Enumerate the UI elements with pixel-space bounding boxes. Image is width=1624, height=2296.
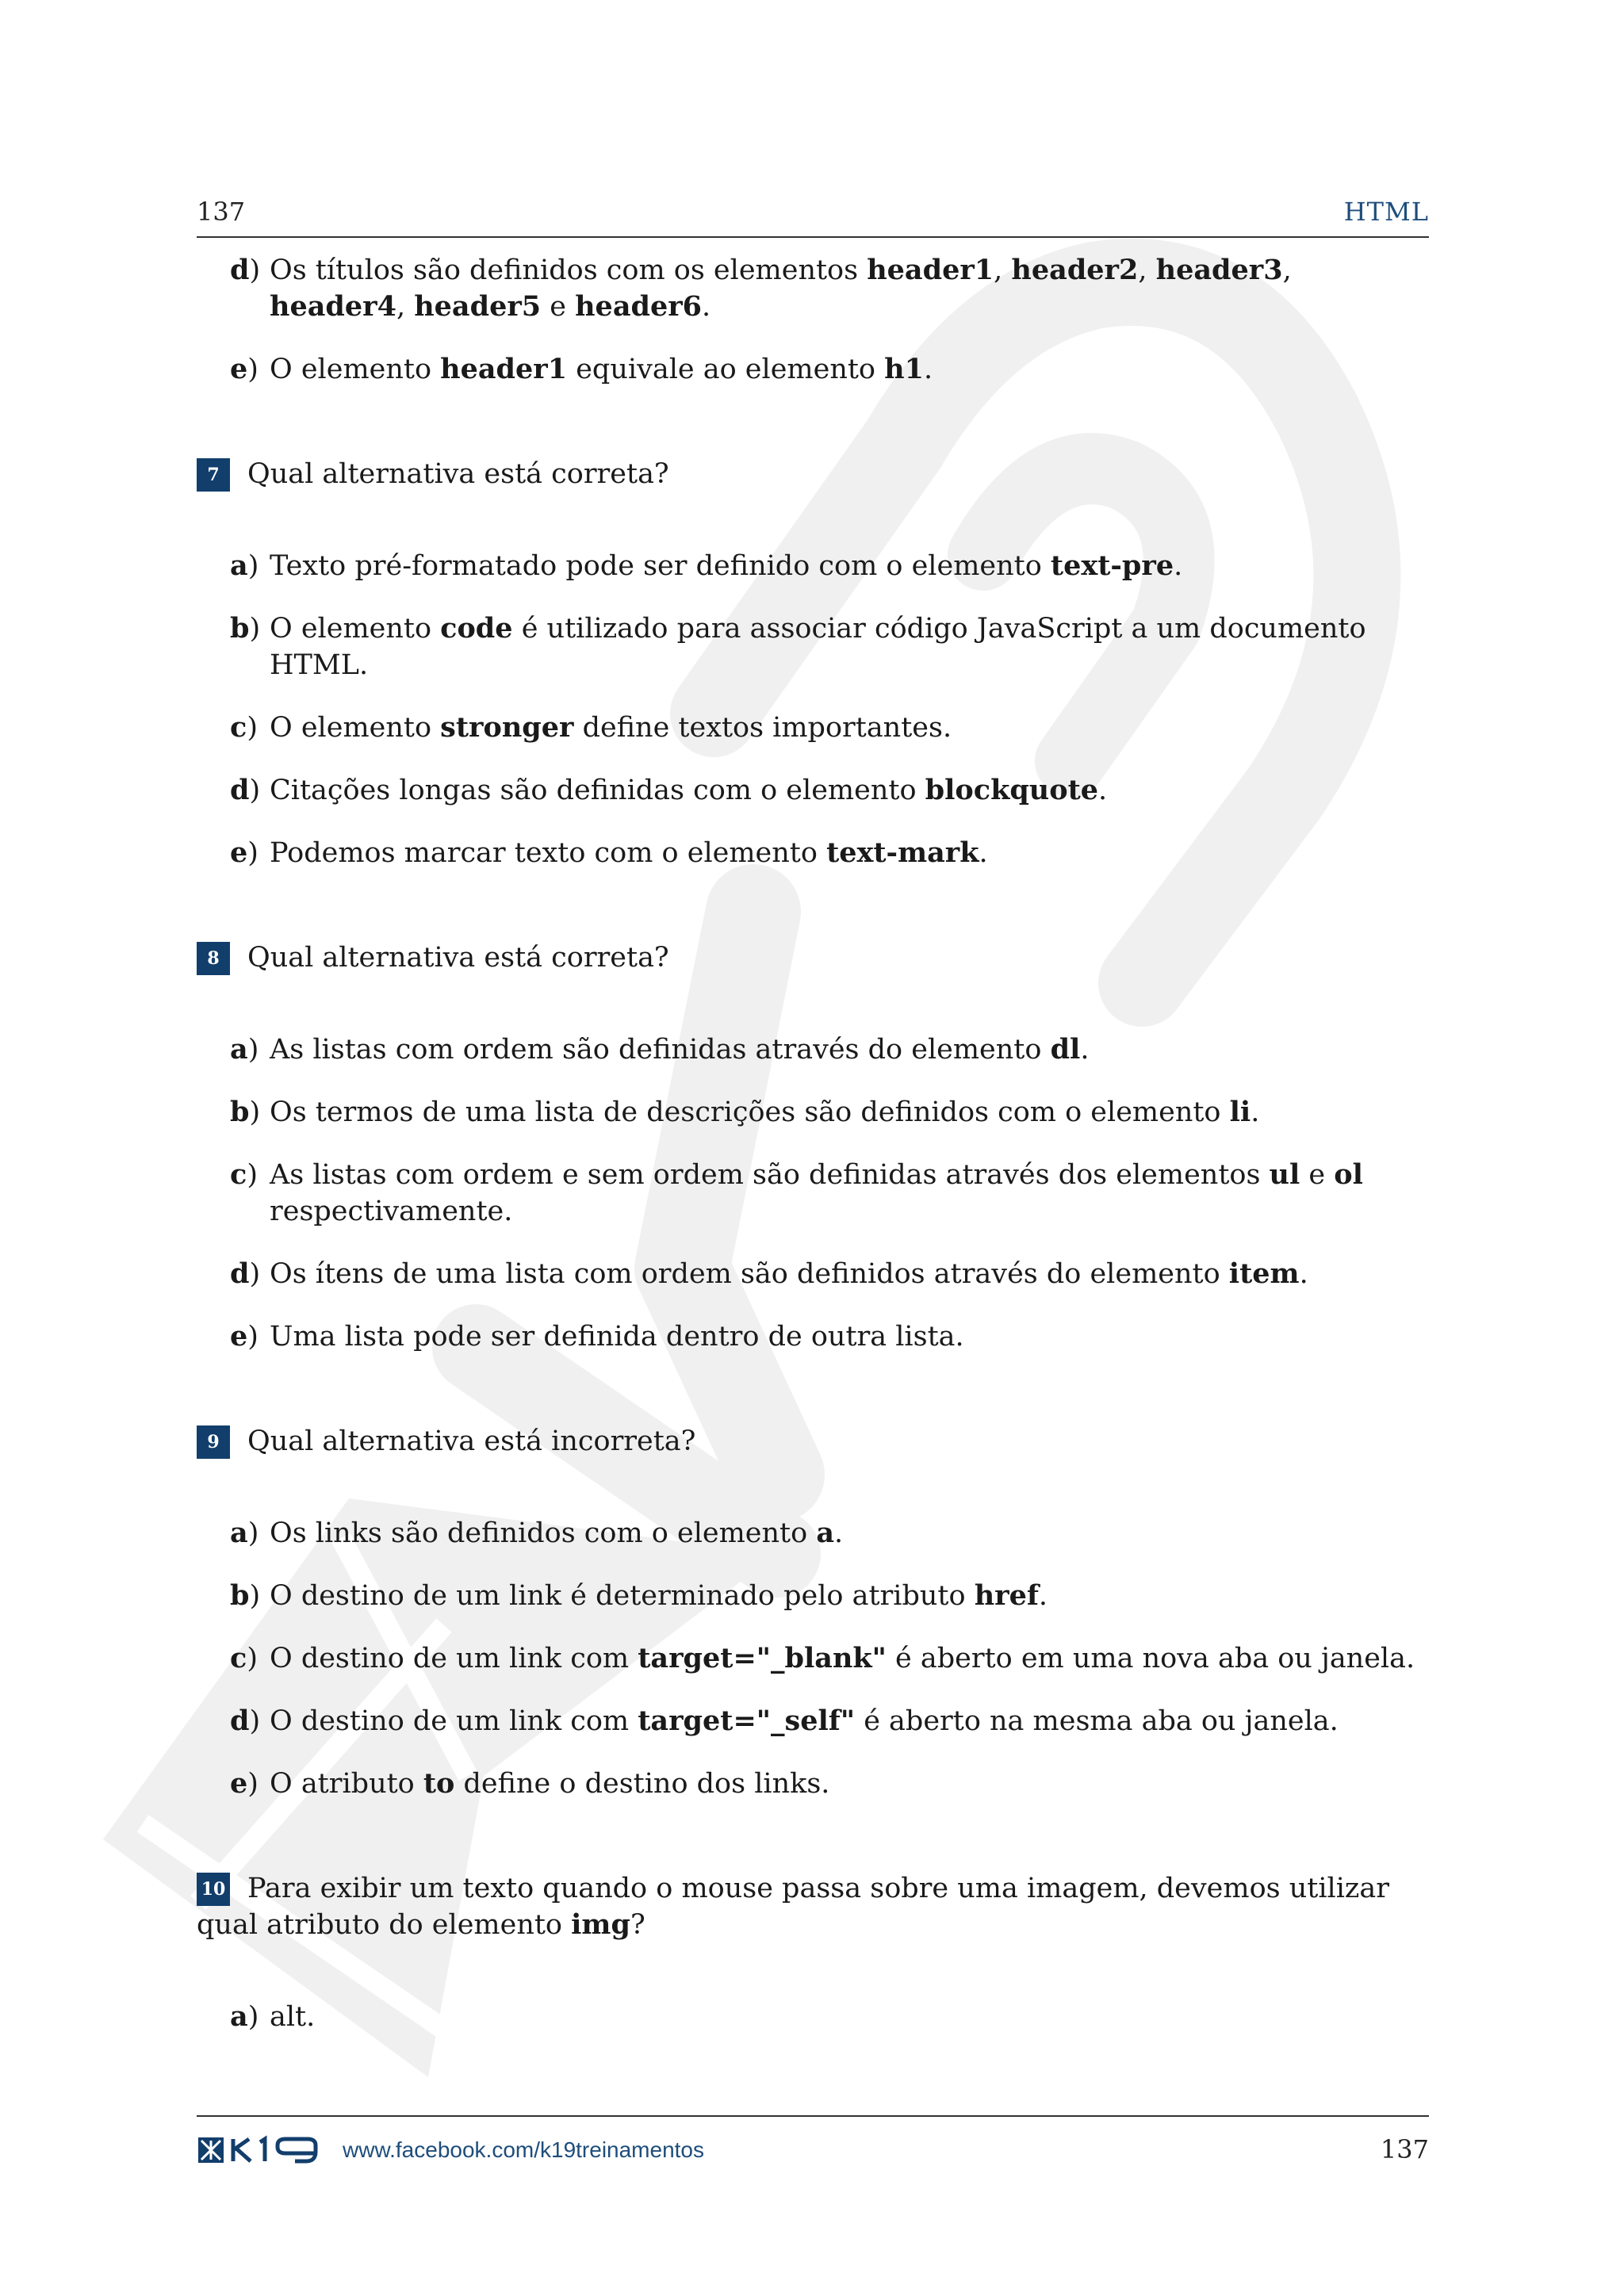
alternative-paren: ) xyxy=(247,550,259,582)
text-run: Texto pré-formatado pode ser definido com o elemento xyxy=(270,550,1051,582)
question-10 xyxy=(197,1870,1429,1943)
text-run: . xyxy=(979,837,988,869)
alternative-letter: e xyxy=(230,836,248,869)
text-run: , xyxy=(1282,254,1292,286)
alternative-letter: a xyxy=(230,549,248,582)
alternative-e xyxy=(230,835,1429,871)
alternative-letter: e xyxy=(230,1320,248,1353)
alternative-paren: ) xyxy=(249,254,261,286)
text-run: Qual alternativa está incorreta? xyxy=(247,1425,696,1457)
alternative-text xyxy=(270,1999,1429,2035)
page xyxy=(197,0,1429,2296)
bold-term: text-mark xyxy=(826,836,979,869)
alternative-a xyxy=(230,1999,1429,2035)
text-run: As listas com ordem e sem ordem são definidas através dos elementos xyxy=(270,1159,1270,1191)
text-run: . xyxy=(1174,550,1183,582)
text-run: . xyxy=(923,354,933,385)
alternative-text xyxy=(270,772,1429,809)
text-run: . xyxy=(1098,775,1108,806)
alternative-paren: ) xyxy=(247,837,259,869)
alternative-letter: d xyxy=(230,774,250,806)
text-run: define textos importantes. xyxy=(573,712,952,744)
alternative-paren: ) xyxy=(249,1258,261,1290)
alternative-a xyxy=(230,1031,1429,1068)
bold-term: header4 xyxy=(270,290,396,323)
text-run: O elemento xyxy=(270,354,441,385)
text-run: Podemos marcar texto com o elemento xyxy=(270,837,827,869)
alternative-text xyxy=(270,252,1429,325)
alternative-label xyxy=(230,1999,270,2035)
text-run: ? xyxy=(630,1909,645,1941)
alternative-letter: a xyxy=(230,1517,248,1549)
bold-term: code xyxy=(440,612,513,645)
bold-term: a xyxy=(816,1517,834,1549)
text-run: respectivamente. xyxy=(270,1196,513,1227)
text-run: Qual alternativa está correta? xyxy=(247,942,669,974)
bold-term: target="_blank" xyxy=(638,1642,887,1674)
bold-term: text-pre xyxy=(1050,549,1174,582)
text-run: . xyxy=(1038,1580,1048,1612)
question-text xyxy=(247,458,669,490)
alternative-d xyxy=(230,252,1429,325)
alternative-letter: c xyxy=(230,711,247,744)
bold-term: blockquote xyxy=(925,774,1099,806)
alternative-label xyxy=(230,1094,270,1131)
question-text xyxy=(247,1425,695,1457)
alternative-e xyxy=(230,1766,1429,1802)
text-run: Os termos de uma lista de descrições são definidos com o elemento xyxy=(270,1096,1230,1128)
alternative-c xyxy=(230,1640,1429,1677)
footer-page-number: 137 xyxy=(1380,2134,1429,2164)
alternative-b xyxy=(230,610,1429,683)
text-run: Qual alternativa está correta? xyxy=(247,458,669,490)
running-header xyxy=(197,197,1429,238)
text-run: alt. xyxy=(270,2001,316,2033)
alternative-d xyxy=(230,1256,1429,1292)
alternative-label xyxy=(230,252,270,325)
bold-term: dl xyxy=(1050,1033,1081,1066)
text-run: é utilizado para associar código JavaScript a um documento HTML. xyxy=(270,613,1366,681)
k19-logo-icon xyxy=(197,2134,324,2166)
alternative-label xyxy=(230,772,270,809)
alternative-text xyxy=(270,1256,1429,1292)
header-chapter-title: HTML xyxy=(1343,197,1429,227)
alternative-text xyxy=(270,1515,1429,1552)
header-page-number: 137 xyxy=(197,197,246,227)
alternative-text xyxy=(270,1766,1429,1802)
alternative-label xyxy=(230,1256,270,1292)
alternative-text xyxy=(270,1094,1429,1131)
alternative-letter: a xyxy=(230,1033,248,1066)
text-run: . xyxy=(1299,1258,1308,1290)
bold-term: target="_self" xyxy=(638,1705,856,1737)
alternative-paren: ) xyxy=(247,1321,259,1353)
alternative-paren: ) xyxy=(249,1705,261,1737)
bold-term: stronger xyxy=(440,711,574,744)
alternative-label xyxy=(230,1515,270,1552)
text-run: . xyxy=(834,1517,844,1549)
alternative-letter: b xyxy=(230,1579,250,1612)
alternative-label xyxy=(230,1640,270,1677)
text-run: . xyxy=(1080,1034,1090,1066)
text-run: O elemento xyxy=(270,712,441,744)
alternative-paren: ) xyxy=(249,775,261,806)
alternative-a xyxy=(230,548,1429,584)
alternative-letter: d xyxy=(230,1705,250,1737)
alternative-c xyxy=(230,1157,1429,1230)
alternative-label xyxy=(230,1318,270,1355)
alternative-text xyxy=(270,1640,1429,1677)
alternative-label xyxy=(230,1766,270,1802)
alternative-text xyxy=(270,548,1429,584)
text-run: Citações longas são definidas com o elemento xyxy=(270,775,925,806)
exercise-content xyxy=(197,252,1429,2061)
question-text xyxy=(247,942,669,974)
alternative-letter: b xyxy=(230,612,250,645)
alternative-d xyxy=(230,772,1429,809)
alternative-label xyxy=(230,835,270,871)
alternative-c xyxy=(230,710,1429,746)
alternative-label xyxy=(230,710,270,746)
alternative-letter: e xyxy=(230,1767,248,1800)
bold-term: header1 xyxy=(867,254,994,286)
text-run: Os links são definidos com o elemento xyxy=(270,1517,817,1549)
text-run: . xyxy=(1251,1096,1260,1128)
alternative-label xyxy=(230,548,270,584)
alternative-paren: ) xyxy=(247,712,258,744)
alternative-text xyxy=(270,1031,1429,1068)
alternative-b xyxy=(230,1094,1429,1131)
text-run: O destino de um link com xyxy=(270,1705,638,1737)
alternative-letter: e xyxy=(230,353,248,385)
bold-term: header5 xyxy=(414,290,542,323)
alternative-text xyxy=(270,1157,1429,1230)
alternative-letter: d xyxy=(230,1257,250,1290)
page-footer xyxy=(197,2115,1429,2172)
alternative-letter: b xyxy=(230,1096,250,1128)
text-run: . xyxy=(702,291,711,323)
alternative-label xyxy=(230,1578,270,1614)
alternative-text xyxy=(270,710,1429,746)
text-run: As listas com ordem são definidas através do elemento xyxy=(270,1034,1051,1066)
text-run: Uma lista pode ser definida dentro de outra lista. xyxy=(270,1321,964,1353)
bold-term: header3 xyxy=(1155,254,1283,286)
question-number-badge: 8 xyxy=(197,942,230,975)
alternative-paren: ) xyxy=(247,1643,258,1674)
alternative-paren: ) xyxy=(247,1159,258,1191)
alternative-e xyxy=(230,351,1429,388)
alternative-text xyxy=(270,351,1429,388)
question-7 xyxy=(197,456,1429,492)
alternative-paren: ) xyxy=(247,2001,259,2033)
alternative-paren: ) xyxy=(247,1768,259,1800)
text-run: e xyxy=(1300,1159,1335,1191)
alternative-paren: ) xyxy=(247,354,259,385)
alternative-text xyxy=(270,1703,1429,1739)
alternative-text xyxy=(270,1318,1429,1355)
text-run: Os títulos são definidos com os elementos xyxy=(270,254,868,286)
bold-term: href xyxy=(974,1579,1039,1612)
text-run: O atributo xyxy=(270,1768,423,1800)
text-run: , xyxy=(396,291,415,323)
question-text xyxy=(197,1873,1389,1941)
alternative-text xyxy=(270,610,1429,683)
alternative-paren: ) xyxy=(249,1580,261,1612)
alternative-d xyxy=(230,1703,1429,1739)
text-run: equivale ao elemento xyxy=(567,354,885,385)
alternative-label xyxy=(230,1703,270,1739)
text-run: e xyxy=(541,291,576,323)
alternative-letter: c xyxy=(230,1642,247,1674)
question-8 xyxy=(197,939,1429,976)
alternative-paren: ) xyxy=(247,1034,259,1066)
alternative-label xyxy=(230,610,270,683)
bold-term: ul xyxy=(1269,1158,1300,1191)
alternative-text xyxy=(270,835,1429,871)
bold-term: header1 xyxy=(440,353,568,385)
text-run: , xyxy=(1138,254,1156,286)
alternative-e xyxy=(230,1318,1429,1355)
footer-facebook-link[interactable]: www.facebook.com/k19treinamentos xyxy=(343,2137,704,2162)
bold-term: h1 xyxy=(884,353,924,385)
alternative-label xyxy=(230,1157,270,1230)
question-number-badge: 10 xyxy=(197,1873,230,1906)
question-number-badge: 9 xyxy=(197,1425,230,1459)
bold-term: item xyxy=(1228,1257,1300,1290)
bold-term: ol xyxy=(1334,1158,1363,1191)
text-run: Os ítens de uma lista com ordem são definidos através do elemento xyxy=(270,1258,1229,1290)
text-run: Para exibir um texto quando o mouse passa sobre uma imagem, devemos utilizar qual atributo do elemento xyxy=(197,1873,1389,1941)
alternative-letter: c xyxy=(230,1158,247,1191)
bold-term: header2 xyxy=(1011,254,1139,286)
alternative-text xyxy=(270,1578,1429,1614)
text-run: O destino de um link com xyxy=(270,1643,638,1674)
alternative-a xyxy=(230,1515,1429,1552)
text-run: , xyxy=(994,254,1012,286)
text-run: O elemento xyxy=(270,613,441,645)
text-run: é aberto em uma nova aba ou janela. xyxy=(886,1643,1415,1674)
text-run: é aberto na mesma aba ou janela. xyxy=(855,1705,1339,1737)
alternative-letter: a xyxy=(230,2000,248,2033)
alternative-paren: ) xyxy=(249,613,261,645)
question-number-badge: 7 xyxy=(197,458,230,492)
bold-term: to xyxy=(423,1767,455,1800)
alternative-letter: d xyxy=(230,254,250,286)
bold-term: header6 xyxy=(575,290,703,323)
alternative-b xyxy=(230,1578,1429,1614)
alternative-paren: ) xyxy=(249,1096,261,1128)
alternative-paren: ) xyxy=(247,1517,259,1549)
alternative-label xyxy=(230,1031,270,1068)
text-run: define o destino dos links. xyxy=(454,1768,830,1800)
bold-term: img xyxy=(571,1908,630,1941)
alternative-label xyxy=(230,351,270,388)
text-run: O destino de um link é determinado pelo atributo xyxy=(270,1580,975,1612)
question-9 xyxy=(197,1423,1429,1460)
bold-term: li xyxy=(1229,1096,1251,1128)
